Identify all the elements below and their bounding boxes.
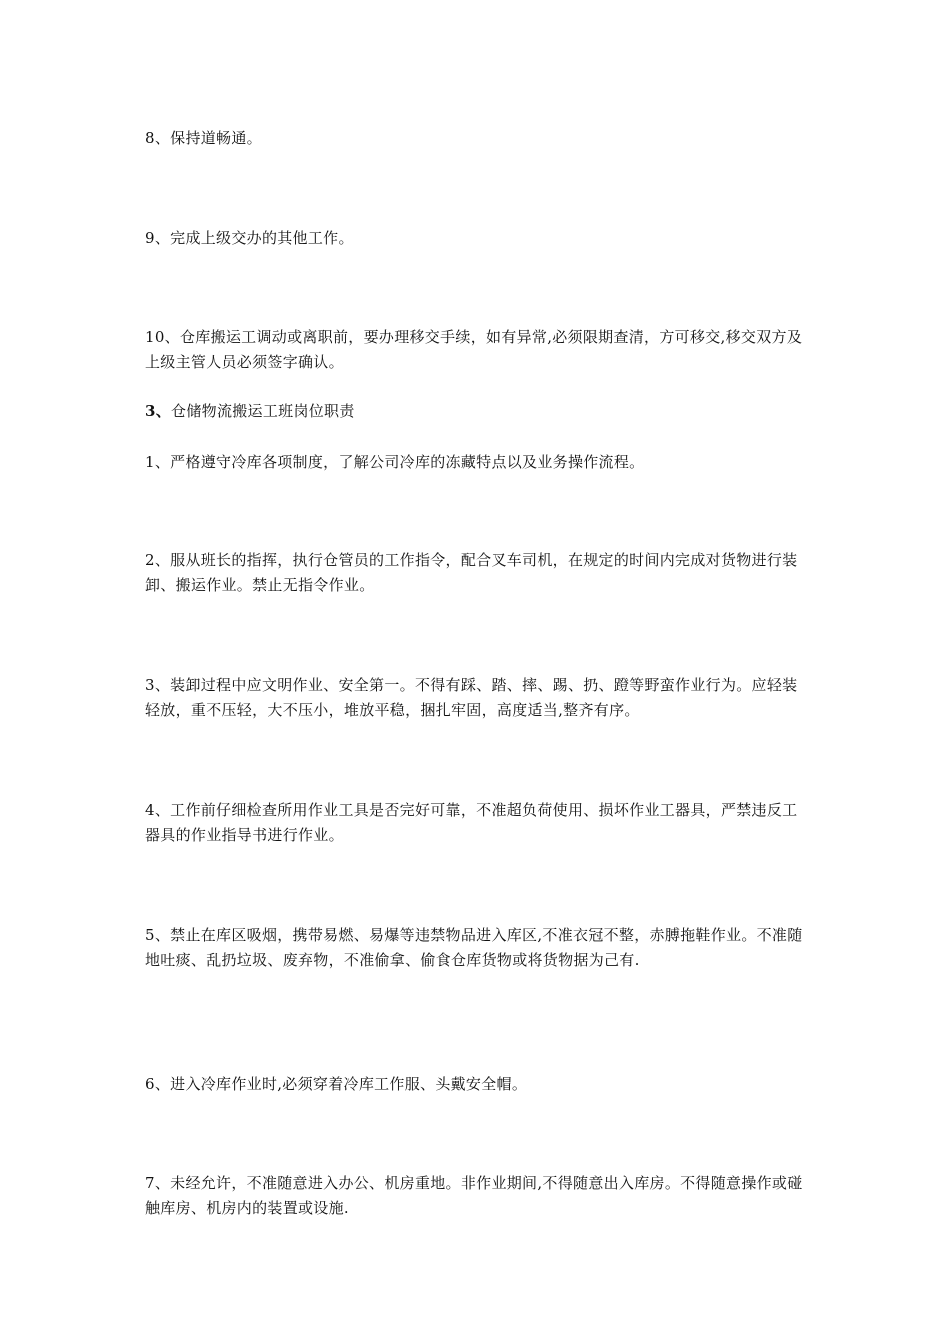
list-item-7: 7、未经允许，不准随意进入办公、机房重地。非作业期间,不得随意出入库房。不得随意操作或碰触库房、机房内的装置或设施. xyxy=(145,1174,803,1217)
list-item-2: 2、服从班长的指挥，执行仓管员的工作指令，配合叉车司机，在规定的时间内完成对货物进行装卸、搬运作业。禁止无指令作业。 xyxy=(145,551,798,594)
paragraph-item-10: 10、仓库搬运工调动或离职前，要办理移交手续，如有异常,必须限期查清，方可移交,移交双方及上级主管人员必须签字确认。 xyxy=(145,328,803,371)
list-item-5: 5、禁止在库区吸烟，携带易燃、易爆等违禁物品进入库区,不准衣冠不整，赤膊拖鞋作业。不准随地吐痰、乱扔垃圾、废弃物，不准偷拿、偷食仓库货物或将货物据为己有. xyxy=(145,926,803,969)
list-item-1: 1、严格遵守冷库各项制度，了解公司冷库的冻藏特点以及业务操作流程。 xyxy=(145,453,645,471)
list-item-6: 6、进入冷库作业时,必须穿着冷库工作服、头戴安全帽。 xyxy=(145,1075,528,1093)
list-item-3: 3、装卸过程中应文明作业、安全第一。不得有踩、踏、摔、踢、扔、蹬等野蛮作业行为。应轻装轻放，重不压轻，大不压小，堆放平稳，捆扎牢固，高度适当,整齐有序。 xyxy=(145,676,798,719)
paragraph-item-8: 8、保持道畅通。 xyxy=(145,129,262,147)
section-number: 3、 xyxy=(145,402,172,420)
section-title: 仓储物流搬运工班岗位职责 xyxy=(171,402,355,420)
paragraph-item-9: 9、完成上级交办的其他工作。 xyxy=(145,229,354,247)
list-item-4: 4、工作前仔细检查所用作业工具是否完好可靠，不准超负荷使用、损坏作业工器具，严禁违反工器具的作业指导书进行作业。 xyxy=(145,801,798,844)
section-heading xyxy=(145,399,810,424)
